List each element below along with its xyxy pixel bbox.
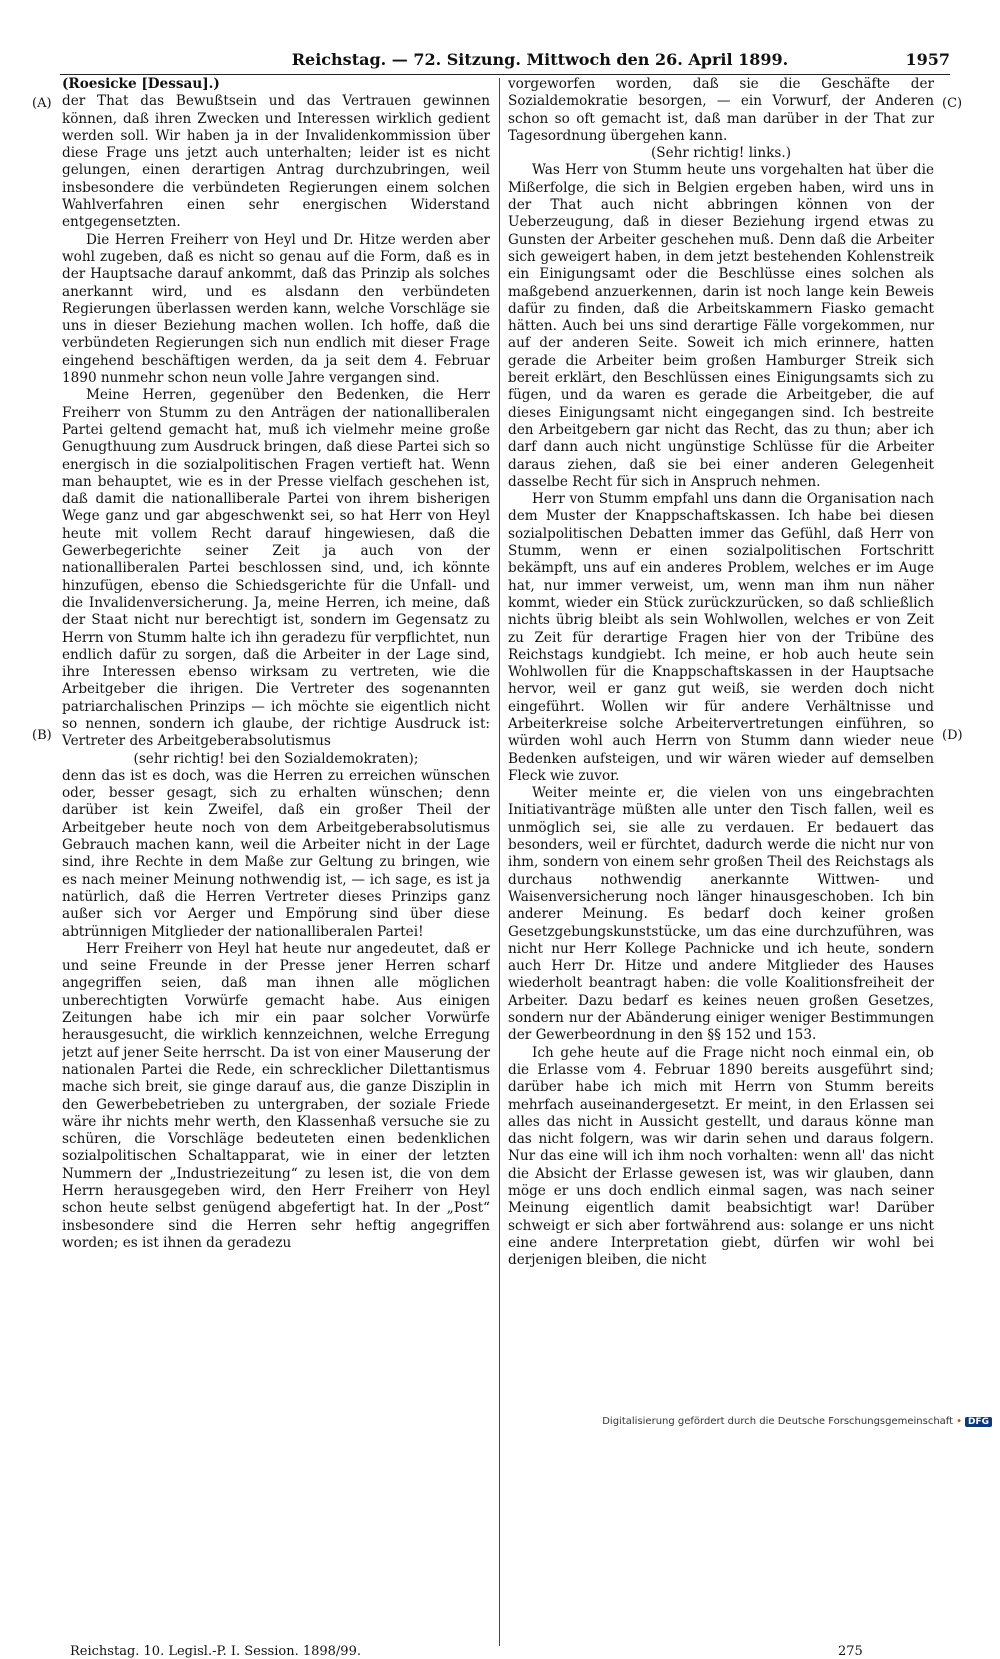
paragraph: vorgeworfen worden, daß sie die Geschäfte der Sozialdemokratie besorgen, — ein Vorwurf, der Anderen schon so oft gemacht ist, daß man darüber in der That zur Tagesordnung übergehen kann.: [508, 76, 934, 144]
paragraph: denn das ist es doch, was die Herren zu erreichen wünschen oder, besser gesagt, sich zu erhalten wünschen; denn darüber ist kein Zweifel, daß ein großer Theil der Arbeitgeber heute noch von dem Arbeitgeberabsolutismus Gebrauch machen kann, weil die Arbeiter nicht in der Lage sind, ihre Rechte in dem Maße zur Geltung zu bringen, wie es nach meiner Meinung nothwendig ist, — ich sage, es ist ja natürlich, daß die Herren Vertreter dieses Prinzips ganz außer sich vor Aerger und Empörung sind über diese abtrünnigen Mitglieder der nationalliberalen Partei!: [62, 767, 490, 940]
page-header: [60, 50, 950, 74]
margin-marker-b: (B): [32, 728, 52, 743]
paragraph: der That das Bewußtsein und das Vertrauen gewinnen können, daß ihren Zwecken und Interessen wirklich gedient werden soll. Wir haben ja in der Invalidenkommission über diese Frage uns jetzt auch unterhalten; leider ist es nicht gelungen, einen derartigen Antrag durchzubringen, weil insbesondere die verbündeten Regierungen einem solchen Wahlverfahren einen sehr energischen Widerstand entgegensetzten.: [62, 93, 490, 231]
margin-marker-c: (C): [942, 96, 963, 111]
interjection: (Sehr richtig! links.): [650, 145, 792, 162]
paragraph: Herr Freiherr von Heyl hat heute nur angedeutet, daß er und seine Freunde in der Presse jener Herren scharf angegriffen seien, daß man ihnen alle möglichen unberechtigten Vorwürfe gemacht habe. Aus einigen Zeitungen habe ich mir ein paar solcher Vorwürfe herausgesucht, die wirklich kennzeichnen, welche Erregung jetzt auf jener Seite herrscht. Da ist von einer Mauserung der nationalen Partei die Rede, ein schrecklicher Dilettantismus mache sich breit, sie ginge darauf aus, die ganze Disziplin in den Gewerbebetrieben zu untergraben, der soziale Friede wäre ihr nichts mehr werth, den Klassenhaß versuche sie zu schüren, die Vorschläge bedeuteten einen bedenklichen sozialpolitischen Schaltapparat, wie in einer der letzten Nummern der „Industriezeitung“ zu lesen ist, die von dem Herrn herausgegeben wird, den Herr Freiherr von Heyl schon heute selbst genügend abgefertigt hat. In der „Post“ insbesondere sind die Herren sehr heftig angegriffen worden; es ist ihnen da geradezu: [62, 940, 490, 1251]
paragraph: Die Herren Freiherr von Heyl und Dr. Hitze werden aber wohl zugeben, daß es nicht so genau auf die Form, daß es in der Hauptsache darauf ankommt, daß das Prinzip als solches anerkannt wird, und es alsdann den verbündeten Regierungen überlassen werden kann, welche Vorschläge sie uns in dieser Beziehung machen wollen. Ich hoffe, daß die verbündeten Regierungen sich nun endlich mit dieser Frage eingehend beschäftigen werden, da ja seit dem 4. Februar 1890 nunmehr schon neun volle Jahre vergangen sind.: [62, 231, 490, 387]
right-column: [508, 76, 934, 1642]
footer-left: Reichstag. 10. Legisl.-P. I. Session. 1898/99.: [70, 1644, 361, 1659]
credit-text: Digitalisierung gefördert durch die Deutsche Forschungsgemeinschaft: [602, 1416, 954, 1427]
margin-marker-d: (D): [942, 728, 963, 743]
page-number: 1957: [905, 50, 950, 69]
interjection: (sehr richtig! bei den Sozialdemokraten);: [133, 750, 419, 767]
paragraph: Was Herr von Stumm heute uns vorgehalten hat über die Mißerfolge, die sich in Belgien ergeben haben, wird uns in der That auch nicht abbringen können von der Ueberzeugung, daß in dieser Beziehung irgend etwas zu Gunsten der Arbeiter geschehen muß. Denn daß die Arbeiter sich geweigert haben, in dem jetzt bestehenden Kohlenstreik ein Einigungsamt oder die Beschlüsse eines solchen als maßgebend anzuerkennen, darin ist noch lange kein Beweis dafür zu finden, daß die Arbeitskammern Fiasko gemacht hätten. Auch bei uns sind derartige Fälle vorgekommen, nur auf der anderen Seite. Soweit ich mich erinnere, hatten gerade die Arbeiter beim großen Hamburger Streik sich bereit erklärt, den Beschlüssen eines Einigungsamts sich zu fügen, und da waren es gerade die Arbeitgeber, die auf dieses Einigungsamt nicht eingegangen sind. Ich bestreite den Arbeitgebern gar nicht das Recht, das zu thun; aber ich darf dann auch nicht ungünstige Schlüsse für die Arbeiter daraus ziehen, daß sie bei einer anderen Gelegenheit dasselbe Recht für sich in Anspruch nehmen.: [508, 162, 934, 490]
digitization-credit: [602, 1416, 992, 1427]
page-title: Reichstag. — 72. Sitzung. Mittwoch den 26. April 1899.: [291, 50, 789, 69]
paragraph: Weiter meinte er, die vielen von uns eingebrachten Initiativanträge müßten alle unter den Tisch fallen, weil es unmöglich sei, sie alle zu verdauen. Er bedauert das besonders, weil er fürchtet, dadurch werde die nicht nur von ihm, sondern von einem sehr großen Theil des Reichstags als durchaus nothwendig anerkannte Wittwen- und Waisenversicherung noch länger hinausgeschoben. Ich bin anderer Meinung. Es bedarf doch keiner großen Gesetzgebungskunststücke, um das eine durchzuführen, was nicht nur Herr Kollege Pachnicke und ich heute, sondern auch Herr Dr. Hitze und andere Mitglieder des Hauses wiederholt beantragt haben: die volle Koalitionsfreiheit der Arbeiter. Dazu bedarf es keines neuen großen Gesetzes, sondern nur der Abänderung einiger weniger Bestimmungen der Gewerbeordnung in den §§ 152 und 153.: [508, 785, 934, 1044]
paragraph: Ich gehe heute auf die Frage nicht noch einmal ein, ob die Erlasse vom 4. Februar 1890 bereits ausgeführt sind; darüber habe ich mich mit Herrn von Stumm bereits mehrfach auseinandergesetzt. Er meint, in den Erlassen sei alles das nicht in Aussicht gestellt, und daraus könne man das nicht folgern, was wir darin sehen und daraus folgern. Nur das eine will ich ihm noch vorhalten: wenn all' das nicht die Absicht der Erlasse gewesen ist, was wir glauben, dann möge er uns doch endlich einmal sagen, was nach seiner Meinung eigentlich damit beabsichtigt war! Darüber schweigt er sich aber fortwährend aus: solange er uns nicht eine andere Interpretation giebt, dürfen wir wohl bei derjenigen bleiben, die nicht: [508, 1044, 934, 1269]
paragraph: Meine Herren, gegenüber den Bedenken, die Herr Freiherr von Stumm zu den Anträgen der nationalliberalen Partei geltend gemacht hat, muß ich vielmehr meine große Genugthuung zum Ausdruck bringen, daß diese Partei sich so energisch in die sozialpolitischen Fragen vertieft hat. Wenn man behauptet, wie es in der Presse vielfach geschehen ist, daß damit die nationalliberale Partei von ihrem bisherigen Wege ganz und gar abgeschwenkt sei, so hat Herr von Heyl heute mit vollem Recht darauf hingewiesen, daß die Gewerbegerichte seiner Zeit ja auch von der nationalliberalen Partei beschlossen sind, und, ich könnte hinzufügen, ebenso die Schiedsgerichte für die Unfall- und die Invalidenversicherung. Ja, meine Herren, ich meine, daß der Staat nicht nur berechtigt ist, sondern im Gegensatz zu Herrn von Stumm halte ich ihn geradezu für verpflichtet, nun endlich dafür zu sorgen, daß die Arbeiter in der Lage sind, ihre Interessen ebenso wirksam zu vertreten, wie die Arbeitgeber die ihrigen. Die Vertreter des sogenannten patriarchalischen Prinzips — ich möchte sie eigentlich nicht so nennen, sondern ich glaube, der richtige Ausdruck ist: Vertreter des Arbeitgeberabsolutismus: [62, 387, 490, 750]
bullet-icon: •: [956, 1416, 962, 1427]
footer-right: 275: [838, 1644, 863, 1659]
header-rule: [60, 74, 950, 75]
speaker-label: (Roesicke [Dessau].): [62, 76, 220, 92]
margin-marker-a: (A): [32, 96, 52, 111]
dfg-logo: DFG: [965, 1417, 992, 1427]
column-divider: [499, 78, 500, 1646]
paragraph: Herr von Stumm empfahl uns dann die Organisation nach dem Muster der Knappschaftskassen. Ich habe bei diesen sozialpolitischen Debatten immer das Gefühl, daß Herr von Stumm, wenn er einen sozialpolitischen Fortschritt bekämpft, uns auf ein anderes Problem, welches er im Auge hat, nur immer verweist, um, wenn man ihm nun näher kommt, wieder ein Stück zurückzurücken, so daß schließlich nichts übrig bleibt als sein Wohlwollen, welches er von Zeit zu Zeit für derartige Fragen hier von der Tribüne des Reichstags kundgiebt. Ich meine, er hob auch heute sein Wohlwollen für die Knappschaftskassen in der Hauptsache hervor, weil er ganz gut weiß, sie werden doch nicht eingeführt. Wollen wir für andere Verhältnisse und Arbeiterkreise solche Arbeitervertretungen einführen, so würden wohl auch Herrn von Stumm dann wieder neue Bedenken aufsteigen, und wir wären wieder auf demselben Fleck wie zuvor.: [508, 491, 934, 784]
left-column: [62, 76, 490, 1642]
